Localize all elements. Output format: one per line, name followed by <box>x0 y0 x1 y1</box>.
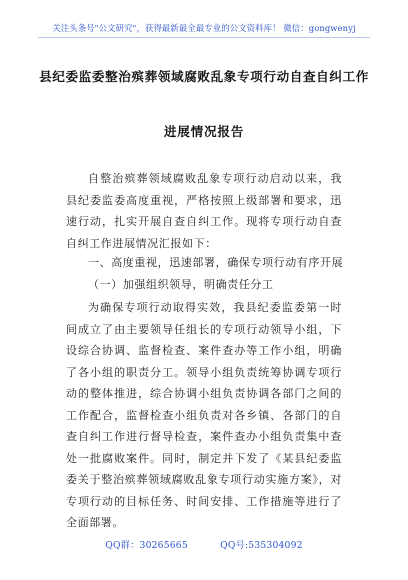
footer-qq-number: QQ号:535304092 <box>220 540 303 551</box>
body-paragraph: 为确保专项行动取得实效，我县纪委监委第一时间成立了由主要领导任组长的专项行动领导小组，下设综合协调、监督检查、案件查办等工作小组，明确了各小组的职责分工。领导小组负责统筹协调专项行动的整体推进，综合协调小组负责协调各部门之间的工作配合，监督检查小组负责对各乡镇、各部门的自查自纠工作进行督导检查，案件查办小组负责集中查处一批腐败案件。同时，制定并下发了《某县纪委监委关于整治殡葬领域腐败乱象专项行动实施方案》，对专项行动的目标任务、时间安排、工作措施等进行了全面部署。 <box>66 301 342 529</box>
document-title-line-2: 进展情况报告 <box>163 124 245 139</box>
footer-contact <box>0 537 408 551</box>
footer-qq-group: QQ群：30265665 <box>105 540 188 551</box>
document-title-line-1: 县纪委监委整治殡葬领域腐败乱象专项行动自查自纠工作 <box>39 69 369 84</box>
subsection-heading-1: （一）加强组织领导，明确责任分工 <box>88 278 274 291</box>
header-banner: 关注头条号"公文研究"，获得最新最全最专业的公文资料库！ 微信：gongwenyj <box>52 23 356 33</box>
section-heading-1: 一、高度重视，迅速部署，确保专项行动有序开展 <box>88 256 344 269</box>
header-divider <box>38 37 370 38</box>
intro-paragraph: 自整治殡葬领域腐败乱象专项行动启动以来，我县纪委监委高度重视，严格按照上级部署和要求，迅速行动，扎实开展自查自纠工作。现将专项行动自查自纠工作进展情况汇报如下： <box>66 172 342 250</box>
